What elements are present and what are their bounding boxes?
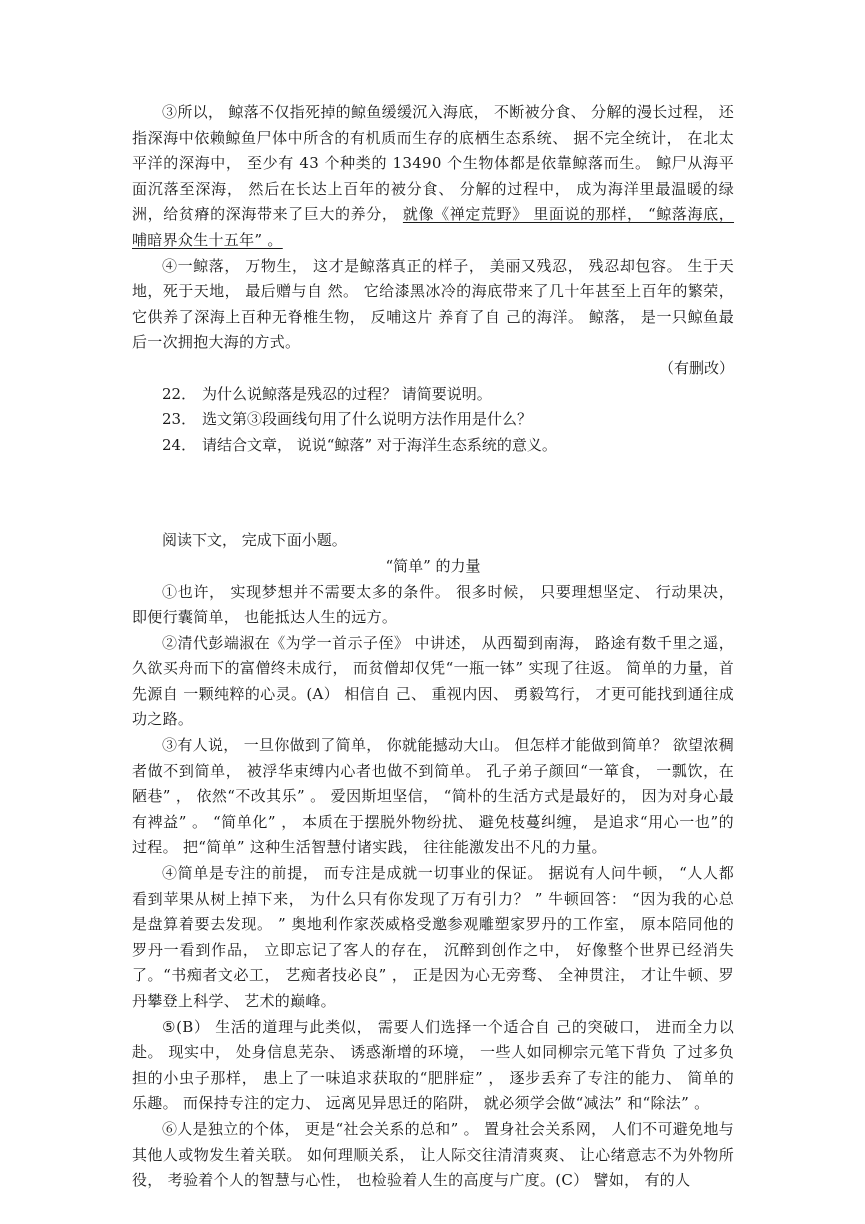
question-text: 请结合文章， 说说“鲸落” 对于海洋生态系统的意义。	[202, 435, 557, 454]
question-text: 选文第③段画线句用了什么说明方法作用是什么？	[202, 410, 533, 429]
article-paragraph-1: ①也许， 实现梦想并不需要太多的条件。 很多时候， 只要理想坚定、 行动果决， 即便行囊简单， 也能抵达人生的远方。	[132, 582, 734, 627]
article-paragraph-2: ②清代彭端淑在《为学一首示子侄》 中讲述， 从西蜀到南海， 路途有数千里之遥，久欲买舟而下的富僧终未成行， 而贫僧却仅凭“一瓶一钵” 实现了往返。 简单的力量，首先源自 一颗纯粹的心灵。(A） 相信自 己、 重视内因、 勇毅笃行， 才更可能找到通往成功之路。	[132, 633, 734, 729]
question-number: 23．	[162, 410, 197, 429]
question-text: 为什么说鲸落是残忍的过程？ 请简要说明。	[202, 384, 492, 403]
source-note: （有删改）	[658, 358, 734, 377]
article-paragraph-5: ⑤(B） 生活的道理与此类似， 需要人们选择一个适合自 己的突破口， 进而全力以赴。 现实中， 处身信息芜杂、 诱惑渐增的环境， 一些人如同柳宗元笔下背负 了过多负担的小虫子那样， 患上了一味追求获取的“肥胖症” ， 逐步丢弃了专注的能力、 简单的乐趣。 而保持专注的定力、 远离见异思迁的陷阱， 就必须学会做“减法” 和“除法” 。	[132, 1017, 734, 1113]
reading-instruction: 阅读下文， 完成下面小题。	[162, 531, 347, 550]
underlined-sentence: 就像《禅定荒野》 里面说的那样， “鲸落海底， 哺暗界众生十五年” 。	[132, 205, 735, 249]
article-paragraph-4: ④简单是专注的前提， 而专注是成就一切事业的保证。 据说有人问牛顿， “人人都看到苹果从树上掉下来， 为什么只有你发现了万有引力？ ” 牛顿回答： “因为我的心总是盘算着要去发现。 ” 奥地利作家茨威格受邀参观雕塑家罗丹的工作室， 原本陪同他的罗丹一看到作品， 立即忘记了客人的存在， 沉醉到创作之中， 好像整个世界已经消失了。“书痴者文必工， 艺痴者技必良” ， 正是因为心无旁骛、 全神贯注， 才让牛顿、罗丹攀登上科学、 艺术的巅峰。	[132, 864, 734, 1010]
document-page	[132, 100, 734, 1194]
question-23	[132, 407, 734, 433]
question-22	[132, 382, 734, 408]
paragraph-3	[132, 100, 734, 254]
article-paragraph-6: ⑥人是独立的个体， 更是“社会关系的总和” 。 置身社会关系网， 人们不可避免地与其他人或物发生着关联。 如何理顺关系， 让人际交往清清爽爽、 让心绪意志不为外物所役， 考验着个人的智慧与心性， 也检验着人生的高度与广度。(C） 譬如， 有的人	[132, 1119, 734, 1190]
section-gap	[132, 458, 734, 528]
paragraph-3-text: ③所以， 鲸落不仅指死掉的鲸鱼缓缓沉入海底， 不断被分食、 分解的漫长过程， 还指深海中依赖鲸鱼尸体中所含的有机质而生存的底栖生态系统、 据不完全统计， 在北太平洋的深海中， 至少有 43 个种类的 13490 个生物体都是依靠鲸落而生。 鲸尸从海平面沉落至深海， 然后在长达上百年的被分食、 分解的过程中， 成为海洋里最温暖的绿洲，给贫瘠的深海带来了巨大的养分，	[132, 103, 734, 224]
paragraph-4: ④一鲸落， 万物生， 这才是鲸落真正的样子， 美丽又残忍， 残忍却包容。 生于天地，死于天地， 最后赠与自 然。 它给漆黑冰冷的海底带来了几十年甚至上百年的繁荣，它供养了深海上百种无脊椎生物， 反哺这片 养育了自 己的海洋。 鲸落， 是一只鲸鱼最后一次拥抱大海的方式。	[132, 256, 734, 352]
question-number: 24．	[162, 435, 197, 454]
article-title: “简单” 的力量	[385, 556, 481, 575]
article-paragraph-3: ③有人说， 一旦你做到了简单， 你就能撼动大山。 但怎样才能做到简单？ 欲望浓稠者做不到简单， 被浮华束缚内心者也做不到简单。 孔子弟子颜回“一箪食， 一瓢饮，在陋巷” ， 依然“不改其乐” 。 爱因斯坦坚信， “简朴的生活方式是最好的， 因为对身心最有裨益” 。 “简单化” ， 本质在于摆脱外物纷扰、 避免枝蔓纠缠， 是追求“用心一也”的过程。 把“简单” 这种生活智慧付诸实践， 往往能激发出不凡的力量。	[132, 736, 734, 857]
question-number: 22．	[162, 384, 197, 403]
question-24	[132, 433, 734, 459]
